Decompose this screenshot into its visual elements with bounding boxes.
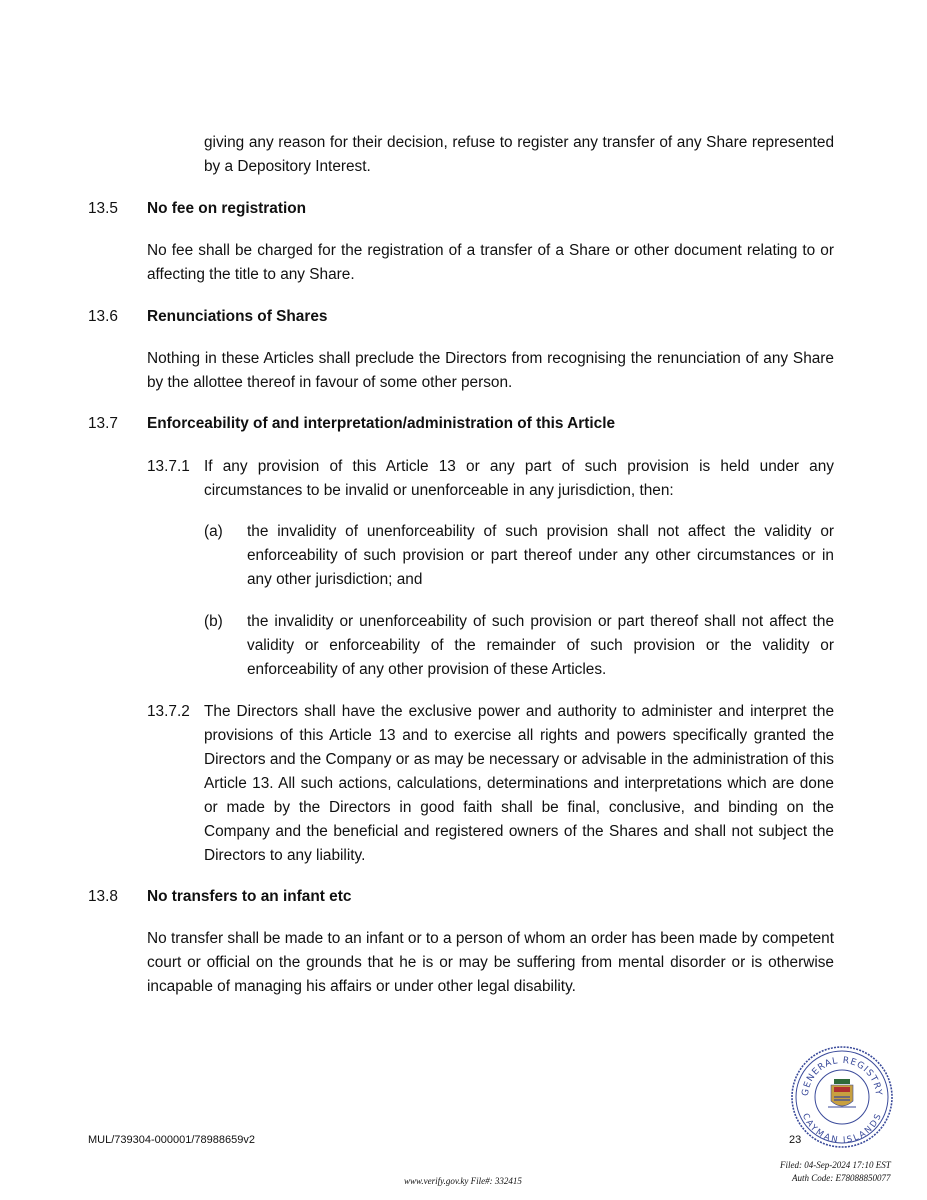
general-registry-seal-icon — [790, 1045, 894, 1149]
svg-text:CAYMAN ISLANDS — [800, 1112, 884, 1146]
filed-stamp — [780, 1159, 905, 1185]
filed-date: Filed: 04-Sep-2024 17:10 EST — [780, 1160, 891, 1170]
page-number: 23 — [789, 1134, 802, 1146]
list-item-body: the invalidity of unenforceability of such provision shall not affect the validity or enforceability of such provision or part thereof under any other circumstances or in any other jurisdiction; and — [247, 523, 834, 588]
crest-top — [834, 1079, 850, 1084]
section-heading: Renunciations of Shares — [147, 308, 328, 325]
section-number: 13.7 — [88, 415, 118, 432]
section-body: No transfer shall be made to an infant or to a person of whom an order has been made by competent court or official on the grounds that he is or may be suffering from mental disorder or is otherwise incapable of managing his affairs or under other legal disability. — [147, 930, 834, 995]
list-item-label: (a) — [204, 523, 223, 540]
verify-line: www.verify.gov.ky File#: 332415 — [404, 1176, 522, 1186]
section-number: 13.8 — [88, 888, 118, 905]
section-body: No fee shall be charged for the registration of a transfer of a Share or other document relating to or affecting the title to any Share. — [147, 242, 834, 283]
section-number: 13.6 — [88, 308, 118, 325]
subsection-number: 13.7.2 — [147, 703, 190, 720]
list-item-body: the invalidity or unenforceability of such provision or part thereof shall not affect the validity or enforceability of the remainder of such provision or the validity or enforceability of any other provision of these Articles. — [247, 613, 834, 678]
continuation-paragraph: giving any reason for their decision, refuse to register any transfer of any Share represented by a Depository Interest. — [204, 134, 834, 175]
section-heading: No transfers to an infant etc — [147, 888, 352, 905]
section-body: Nothing in these Articles shall preclude the Directors from recognising the renunciation of any Share by the allottee thereof in favour of some other person. — [147, 350, 834, 391]
subsection-body: If any provision of this Article 13 or any part of such provision is held under any circumstances to be invalid or unenforceable in any jurisdiction, then: — [204, 458, 834, 499]
crest-band — [834, 1087, 850, 1092]
subsection-body: The Directors shall have the exclusive power and authority to administer and interpret the provisions of this Article 13 and to exercise all rights and powers specifically granted the Directors and the Company or as may be necessary or advisable in the administration of this Article 13. All such actions, calculations, determinations and interpretations which are done or made by the Directors in good faith shall be final, conclusive, and binding on the Company and the beneficial and registered owners of the Shares and shall not subject the Directors to any liability. — [204, 703, 834, 864]
section-heading: No fee on registration — [147, 200, 307, 217]
section-heading: Enforceability of and interpretation/administration of this Article — [147, 415, 616, 432]
seal-top-text: GENERAL REGISTRY — [800, 1055, 884, 1097]
subsection-number: 13.7.1 — [147, 458, 190, 475]
seal-bottom-text: CAYMAN ISLANDS — [799, 1111, 885, 1146]
auth-code: Auth Code: E78088850077 — [792, 1173, 891, 1183]
document-reference: MUL/739304-000001/78988659v2 — [88, 1134, 255, 1146]
section-number: 13.5 — [88, 200, 118, 217]
list-item-label: (b) — [204, 613, 223, 630]
